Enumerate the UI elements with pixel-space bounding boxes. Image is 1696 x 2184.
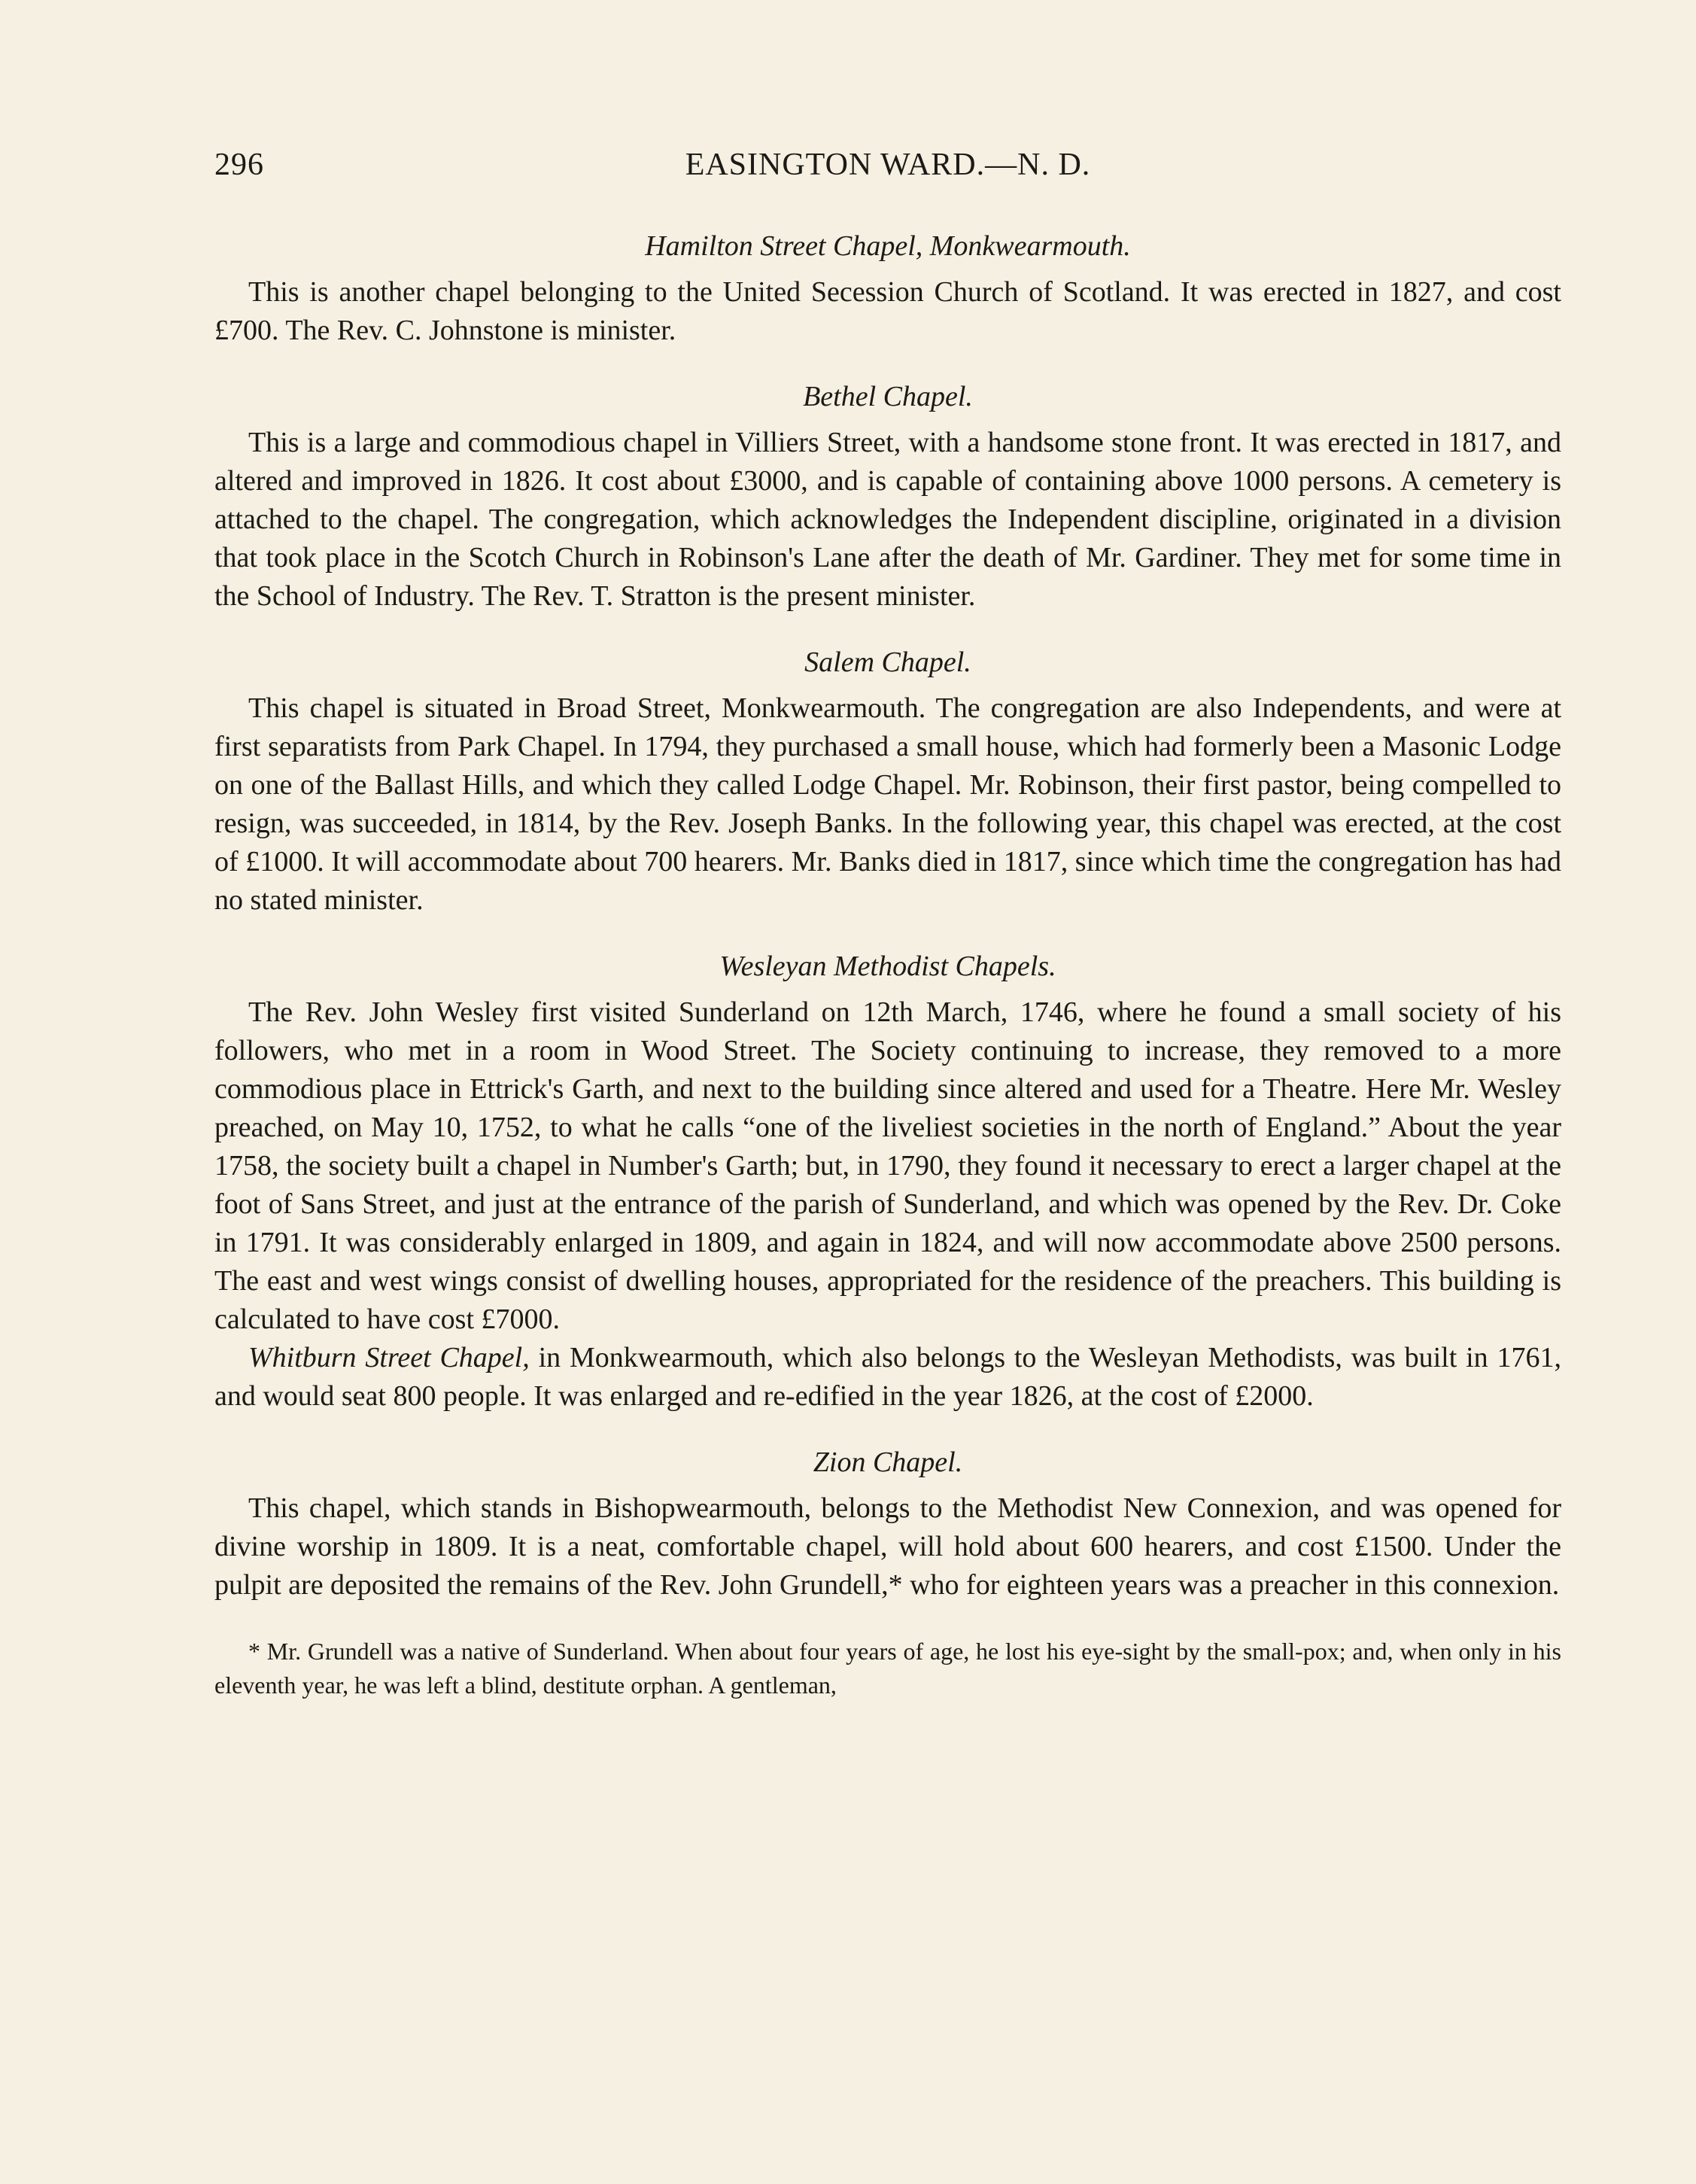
- paragraph: The Rev. John Wesley first visited Sunderland on 12th March, 1746, where he found a small society of his followers, who met in a room in Wood Street. The Society continuing to increase, they removed to a more commodious place in Ettrick's Garth, and next to the building since altered and used for a Theatre. Here Mr. Wesley preached, on May 10, 1752, to what he calls “one of the liveliest societies in the north of England.” About the year 1758, the society built a chapel in Number's Garth; but, in 1790, they found it necessary to erect a larger chapel at the foot of Sans Street, and just at the entrance of the parish of Sunderland, and which was opened by the Rev. Dr. Coke in 1791. It was considerably enlarged in 1809, and again in 1824, and will now accommodate above 2500 persons. The east and west wings consist of dwelling houses, appropriated for the residence of the preachers. This building is calculated to have cost £7000.: [214, 996, 1561, 1335]
- paragraph-text: in Monkwearmouth, which also belongs to the Wesleyan Methodists, was built in 1761, and would seat 800 people. It was enlarged and re-edified in the year 1826, at the cost of £2000.: [214, 1342, 1561, 1412]
- section-heading: Hamilton Street Chapel, Monkwearmouth.: [645, 230, 1131, 262]
- section-heading: Salem Chapel.: [804, 646, 971, 678]
- section-heading: Zion Chapel.: [813, 1446, 963, 1478]
- page-header: [214, 147, 1561, 199]
- page-number: 296: [214, 148, 264, 182]
- section-bethel-chapel: [214, 377, 1561, 616]
- footnote: * Mr. Grundell was a native of Sunderland. When about four years of age, he lost his eye-sight by the small-pox; and, when only in his eleventh year, he was left a blind, destitute orphan. A gentleman,: [214, 1638, 1561, 1699]
- section-heading: Wesleyan Methodist Chapels.: [719, 951, 1056, 982]
- section-heading: Bethel Chapel.: [803, 381, 973, 412]
- italic-lead: Whitburn Street Chapel,: [248, 1342, 530, 1373]
- paragraph: This is another chapel belonging to the United Secession Church of Scotland. It was erected in 1827, and cost £700. The Rev. C. Johnstone is minister.: [214, 276, 1561, 346]
- paragraph: This chapel, which stands in Bishopwearmouth, belongs to the Methodist New Connexion, and was opened for divine worship in 1809. It is a neat, comfortable chapel, will hold about 600 hearers, and cost £1500. Under the pulpit are deposited the remains of the Rev. John Grundell,* who for eighteen years was a preacher in this connexion.: [214, 1492, 1561, 1601]
- section-salem-chapel: [214, 643, 1561, 920]
- paragraph: This chapel is situated in Broad Street, Monkwearmouth. The congregation are also Independents, and were at first separatists from Park Chapel. In 1794, they purchased a small house, which had formerly been a Masonic Lodge on one of the Ballast Hills, and which they called Lodge Chapel. Mr. Robinson, their first pastor, being compelled to resign, was succeeded, in 1814, by the Rev. Joseph Banks. In the following year, this chapel was erected, at the cost of £1000. It will accommodate about 700 hearers. Mr. Banks died in 1817, since which time the congregation has had no stated minister.: [214, 692, 1561, 916]
- section-wesleyan-methodist-chapels: [214, 947, 1561, 1416]
- book-page: [214, 147, 1561, 1702]
- paragraph-whitburn-street: [214, 1339, 1561, 1416]
- section-zion-chapel: [214, 1443, 1561, 1605]
- section-hamilton-street-chapel: [214, 227, 1561, 350]
- running-head: EASINGTON WARD.—N. D.: [685, 148, 1091, 182]
- paragraph: This is a large and commodious chapel in Villiers Street, with a handsome stone front. It was erected in 1817, and altered and improved in 1826. It cost about £3000, and is capable of containing above 1000 persons. A cemetery is attached to the chapel. The congregation, which acknowledges the Independent discipline, originated in a division that took place in the Scotch Church in Robinson's Lane after the death of Mr. Gardiner. They met for some time in the School of Industry. The Rev. T. Stratton is the present minister.: [214, 427, 1561, 612]
